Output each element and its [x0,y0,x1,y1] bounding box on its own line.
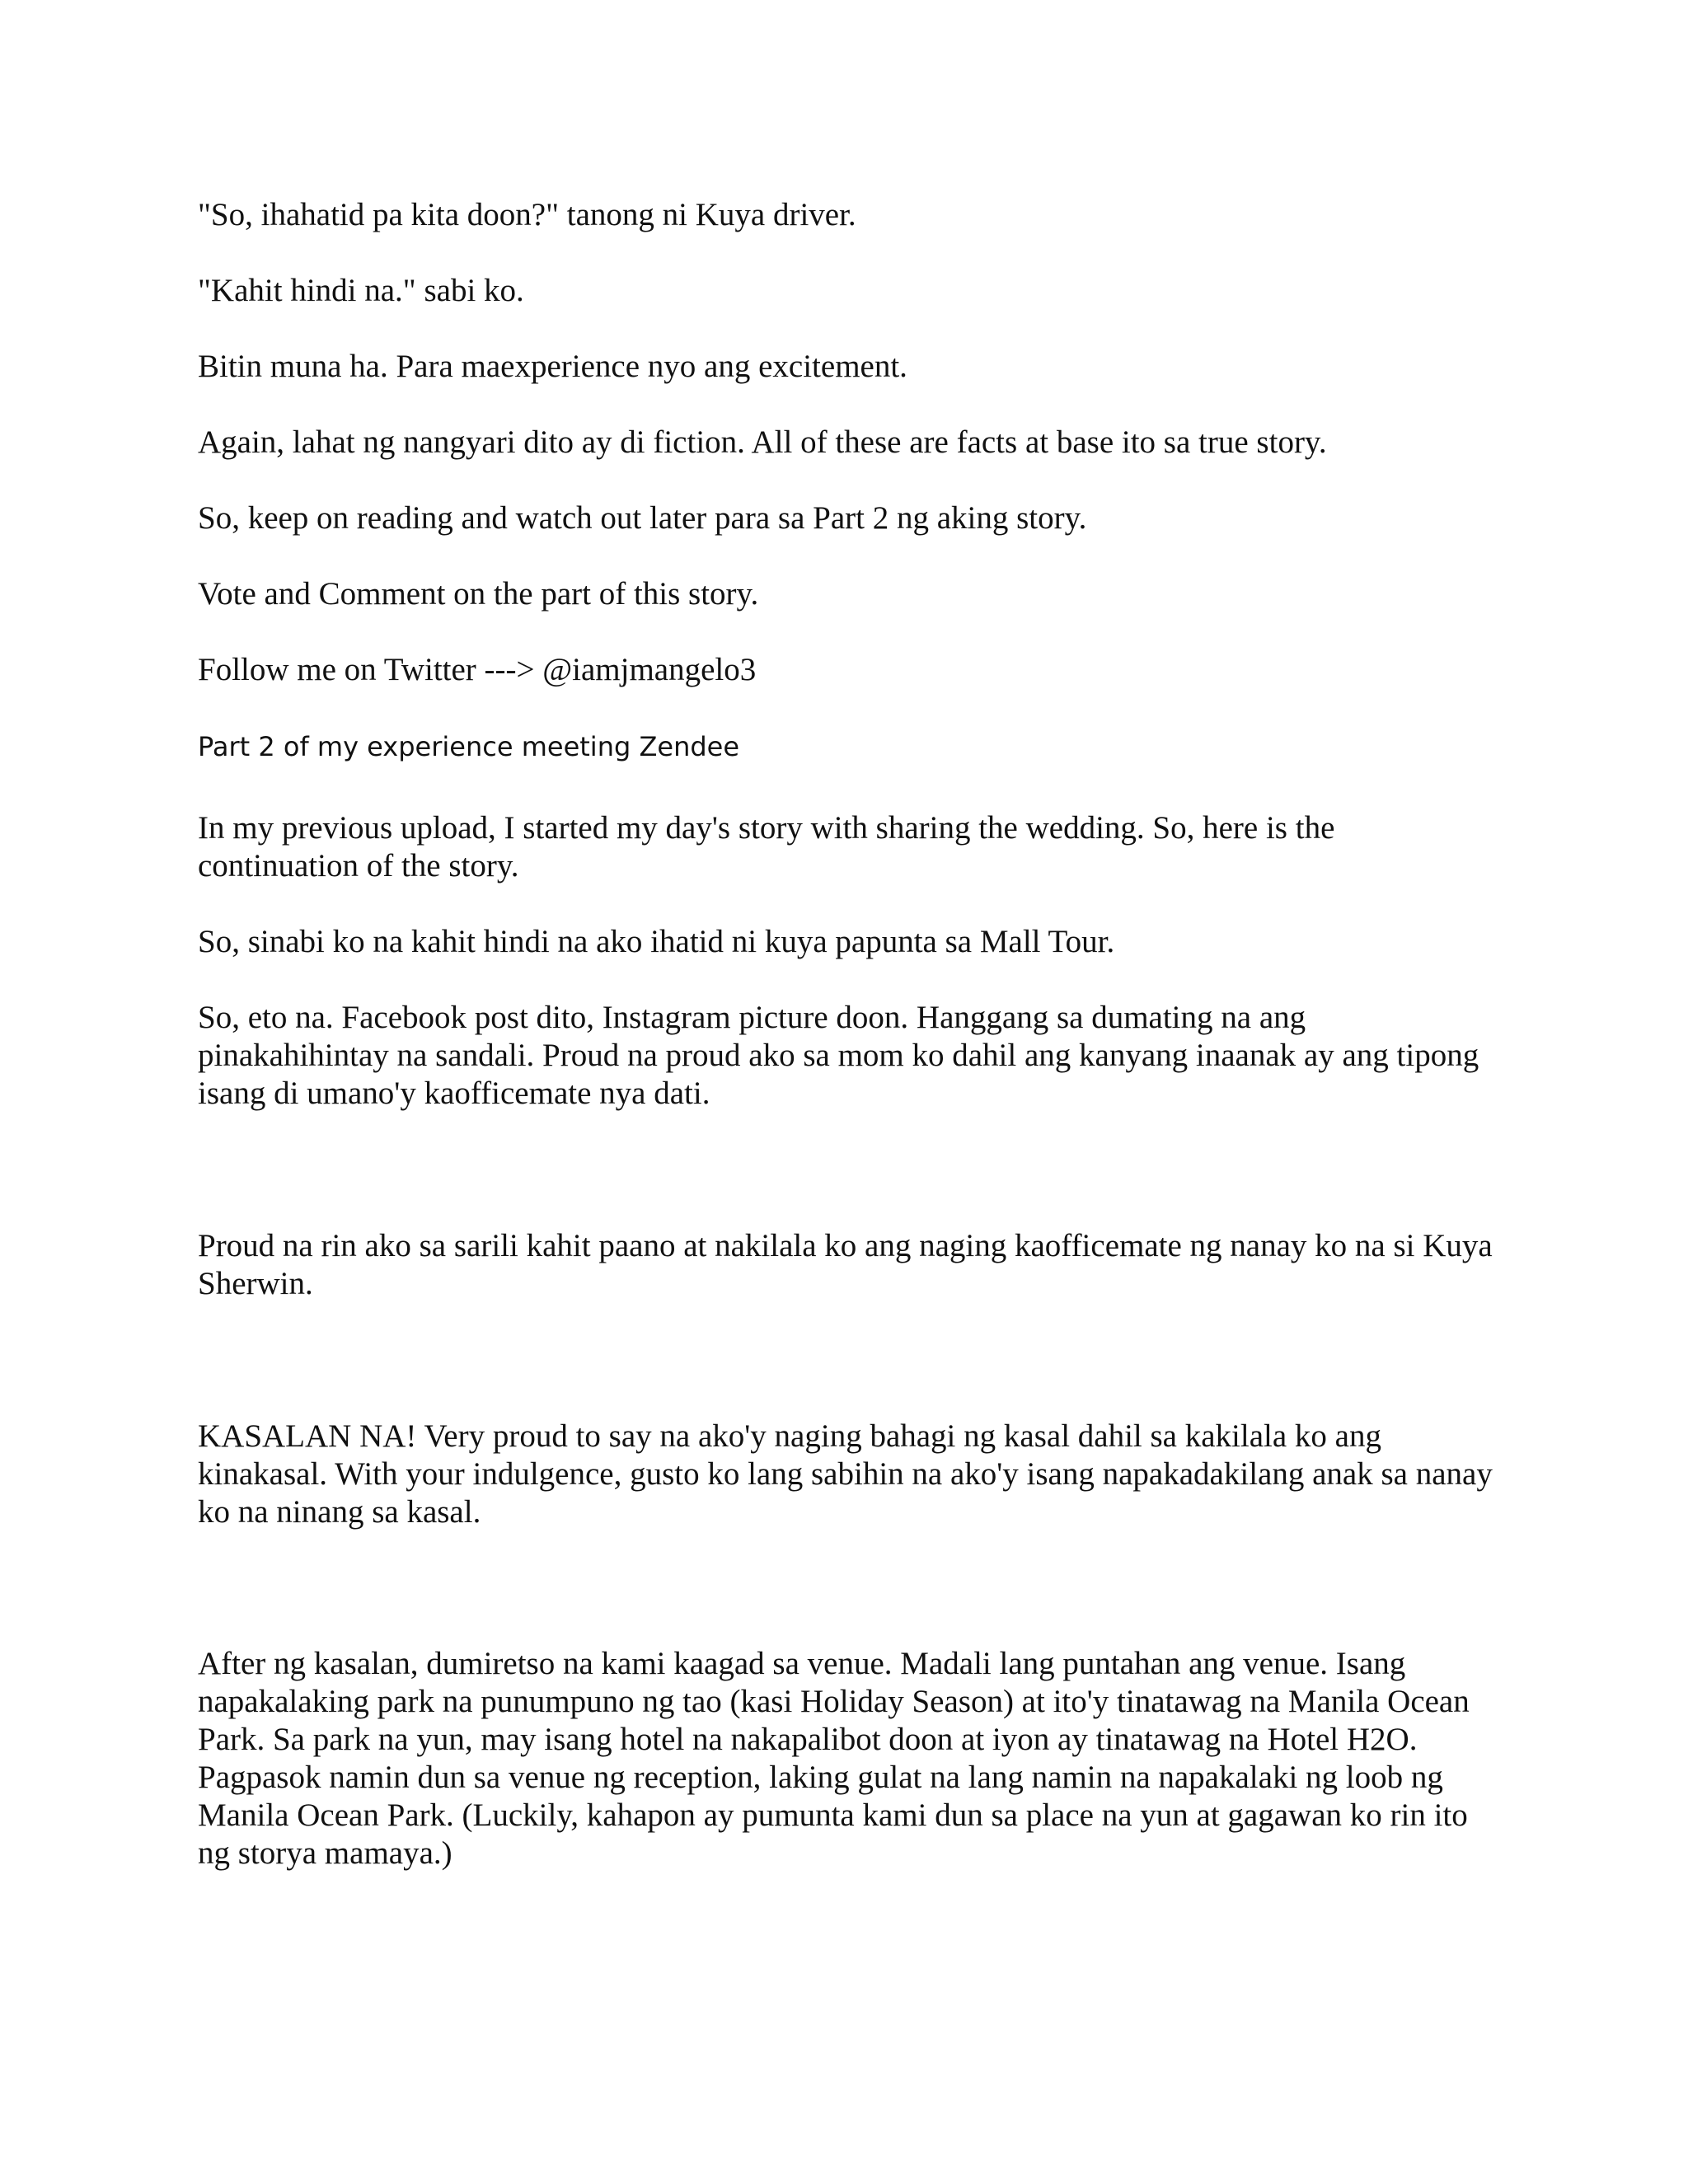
paragraph-proud-sarili: Proud na rin ako sa sarili kahit paano at nakilala ko ang naging kaofficemate ng nanay ko na si Kuya Sherwin. [198,1228,1493,1301]
section-heading-part-2: Part 2 of my experience meeting Zendee [198,731,740,762]
paragraph-bitin: Bitin muna ha. Para maexperience nyo ang excitement. [198,349,907,384]
paragraph-follow-twitter: Follow me on Twitter ---> @iamjmangelo3 [198,652,757,687]
paragraph-vote-comment: Vote and Comment on the part of this story. [198,576,759,612]
paragraph-previous-upload: In my previous upload, I started my day's story with sharing the wedding. So, here is the continuation of the story. [198,810,1335,883]
paragraph-again: Again, lahat ng nangyari dito ay di fiction. All of these are facts at base ito sa true story. [198,424,1327,460]
paragraph-keep-reading: So, keep on reading and watch out later para sa Part 2 ng aking story. [198,500,1087,536]
paragraph-after-kasalan: After ng kasalan, dumiretso na kami kaagad sa venue. Madali lang puntahan ang venue. Isang napakalaking park na punumpuno ng tao (kasi Holiday Season) at ito'y tinatawag na Manila Ocean Park. Sa park na yun, may isang hotel na nakapalibot doon at iyon ay tinatawag na Hotel H2O. Pagpasok namin dun sa venue ng reception, laking gulat na lang namin na napakalaki ng loob ng Manila Ocean Park. (Luckily, kahapon ay pumunta kami dun sa place na yun at gagawan ko rin ito ng storya mamaya.) [198,1646,1470,1871]
paragraph-eto-na: So, eto na. Facebook post dito, Instagram picture doon. Hanggang sa dumating na ang pinakahihintay na sandali. Proud na proud ako sa mom ko dahil ang kanyang inaanak ay ang tipong isang di umano'y kaofficemate nya dati. [198,1000,1479,1111]
paragraph-kasalan-na: KASALAN NA! Very proud to say na ako'y naging bahagi ng kasal dahil sa kakilala ko ang kinakasal. With your indulgence, gusto ko lang sabihin na ako'y isang napakadakilang anak sa nanay ko na ninang sa kasal. [198,1418,1493,1530]
paragraph-sinabi-ko: So, sinabi ko na kahit hindi na ako ihatid ni kuya papunta sa Mall Tour. [198,924,1115,959]
paragraph-ihahatid: "So, ihahatid pa kita doon?" tanong ni Kuya driver. [198,197,856,232]
paragraph-kahit-hindi: "Kahit hindi na." sabi ko. [198,273,524,308]
